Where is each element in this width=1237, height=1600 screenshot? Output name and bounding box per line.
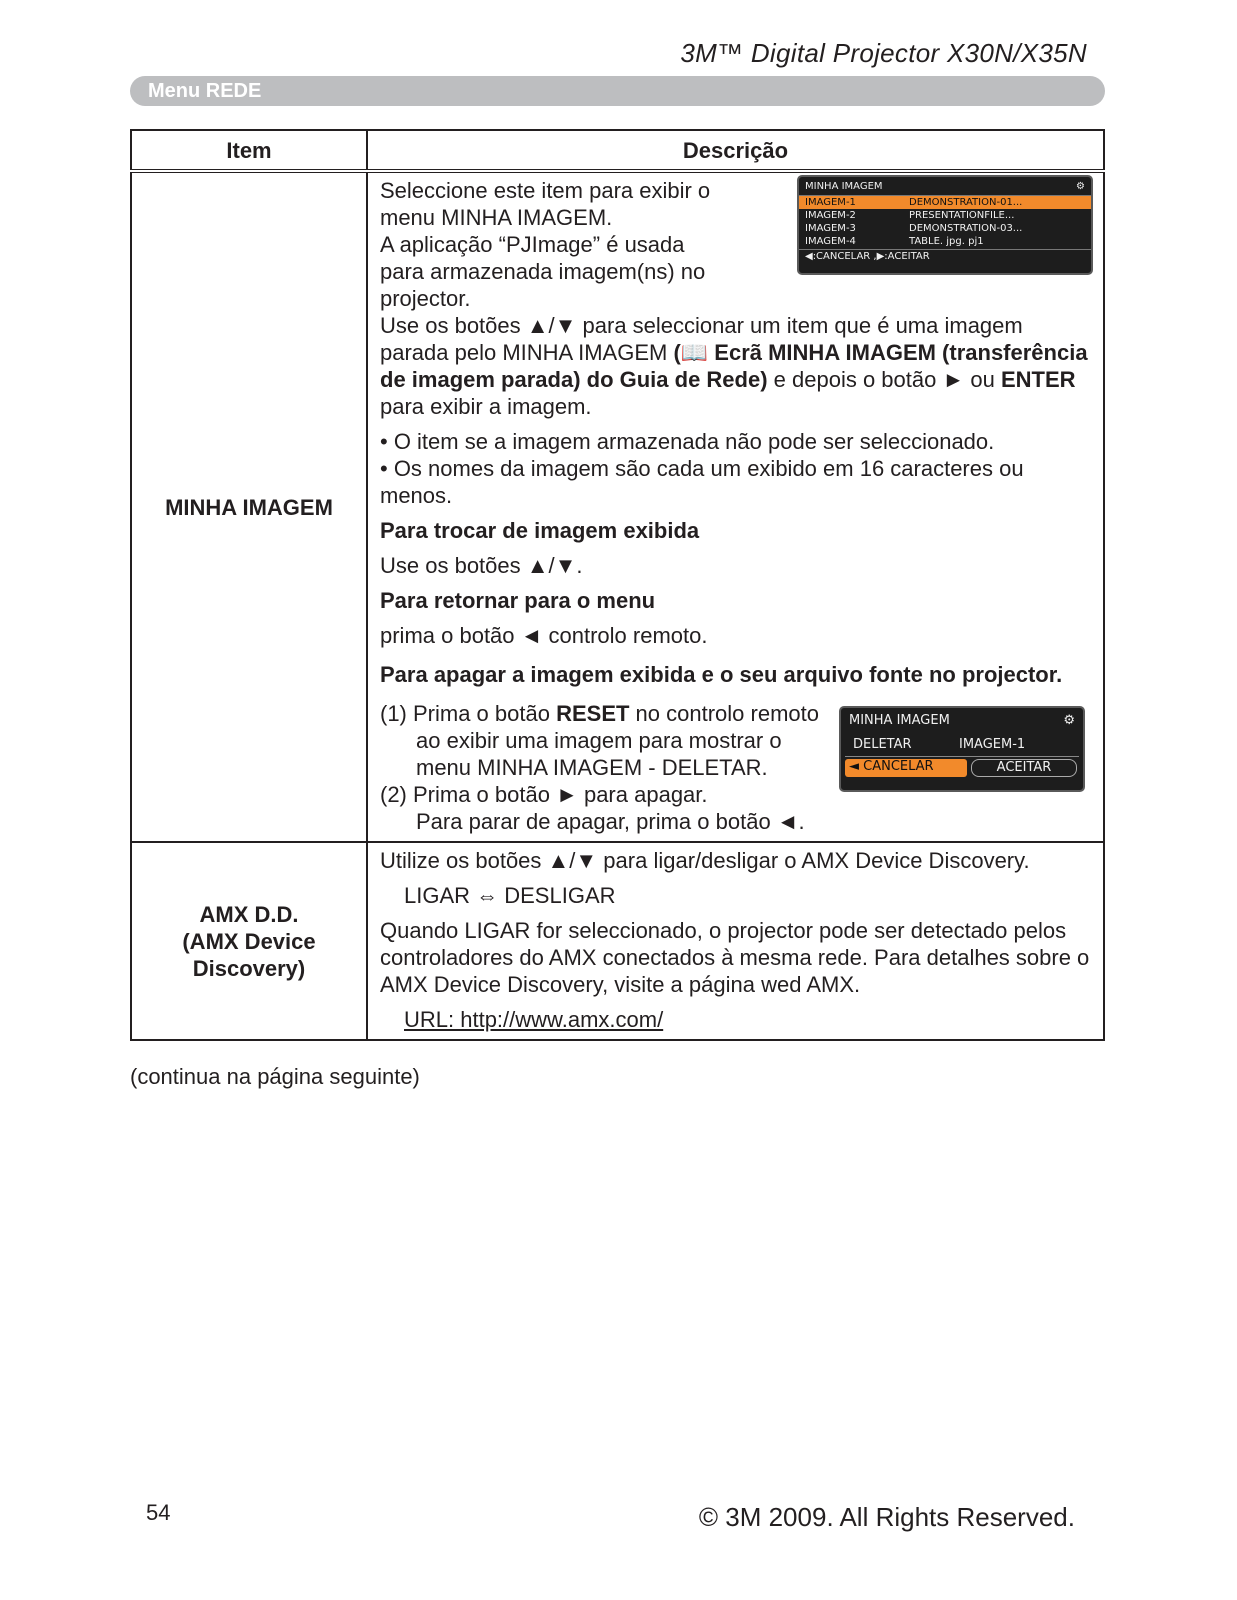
header-description: Descrição (367, 130, 1104, 171)
step-1: (1) Prima o botão RESET no controlo remoto ao exibir uma imagem para mostrar o menu MINHA IMAGEM - DELETAR. (380, 701, 819, 780)
deletar-screen (839, 706, 1085, 792)
cancel-button: ◄ CANCELAR (845, 759, 967, 777)
table-header-row (131, 130, 1104, 171)
text-retornar: prima o botão ◄ controlo remoto. (380, 623, 708, 648)
desc-amx (367, 842, 1104, 1040)
document-title: 3M™ Digital Projector X30N/X35N (680, 38, 1087, 68)
copyright: © 3M 2009. All Rights Reserved. (698, 1502, 1075, 1532)
bullet-note: • O item se a imagem armazenada não pode ser seleccionado. (380, 429, 995, 454)
subheading-retornar: Para retornar para o menu (380, 588, 656, 613)
continued-note: (continua na página seguinte) (130, 1064, 420, 1089)
section-label: Menu REDE (148, 80, 262, 102)
amx-details: Quando LIGAR for seleccionado, o projector pode ser detectado pelos controladores do AMX conectados à mesma rede. Para detalhes sobre o AMX Device Discovery, visite a página wed AMX. (380, 918, 1090, 997)
settings-icon: ⚙ (1063, 713, 1075, 728)
amx-toggle: LIGAR ⇔ DESLIGAR (404, 883, 616, 908)
screen-title-bar (841, 708, 1083, 734)
guide-reference: (📖 Ecrã MINHA IMAGEM (transferência de imagem parada) do Guia de Rede) (380, 340, 1088, 392)
screen-list-item: IMAGEM-4 TABLE. jpg. pj1 (805, 236, 984, 247)
screen-footer: ◀:CANCELAR ,▶:ACEITAR (799, 249, 1091, 264)
screen-title: MINHA IMAGEM (805, 180, 883, 192)
page-number: 54 (146, 1500, 171, 1525)
accept-button: ACEITAR (971, 759, 1077, 777)
screen-list-item: IMAGEM-3 DEMONSTRATION-03... (805, 223, 1023, 234)
selection-paragraph: Use os botões ▲/▼ para seleccionar um item que é uma imagem parada pelo MINHA IMAGEM (📖 Ecrã MINHA IMAGEM (transferência de imagem parada) do Guia de Rede) e depois o botão ► ou ENTER para exibir a imagem. (380, 313, 1088, 419)
settings-icon: ⚙ (1076, 180, 1085, 192)
screen-list-item: IMAGEM-2 PRESENTATIONFILE... (805, 210, 1015, 221)
item-amx: AMX D.D. (AMX Device Discovery) (131, 842, 367, 1040)
item-minha-imagem: MINHA IMAGEM (131, 171, 367, 842)
table-row (131, 842, 1104, 1040)
amx-url-link[interactable]: URL: http://www.amx.com/ (404, 1007, 664, 1032)
subheading-apagar: Para apagar a imagem exibida e o seu arquivo fonte no projector. (380, 662, 1063, 687)
step-2-note: Para parar de apagar, prima o botão ◄. (416, 809, 805, 834)
deletar-row: DELETAR IMAGEM-1 (845, 734, 1079, 757)
screen-buttons (841, 757, 1083, 779)
amx-instructions: Utilize os botões ▲/▼ para ligar/desligar o AMX Device Discovery. (380, 848, 1030, 873)
desc-minha-imagem (367, 171, 1104, 842)
screen-title-bar (799, 177, 1091, 196)
screen-title: MINHA IMAGEM (849, 713, 950, 728)
intro-line: menu MINHA IMAGEM. (380, 205, 613, 230)
section-bar (130, 76, 1105, 106)
menu-table (130, 129, 1105, 1041)
screen-list-item: IMAGEM-1 DEMONSTRATION-01... (799, 196, 1091, 209)
minha-imagem-screen (797, 175, 1093, 275)
intro-line: para armazenada imagem(ns) no (380, 259, 706, 284)
intro-line: projector. (380, 286, 471, 311)
intro-line: A aplicação “PJImage” é usada (380, 232, 685, 257)
bullet-note: • Os nomes da imagem são cada um exibido em 16 caracteres ou menos. (380, 456, 1024, 508)
header-item: Item (131, 130, 367, 171)
table-row (131, 171, 1104, 842)
intro-line: Seleccione este item para exibir o (380, 178, 711, 203)
text-trocar: Use os botões ▲/▼. (380, 553, 583, 578)
subheading-trocar: Para trocar de imagem exibida (380, 518, 700, 543)
step-2: (2) Prima o botão ► para apagar. (380, 782, 708, 807)
